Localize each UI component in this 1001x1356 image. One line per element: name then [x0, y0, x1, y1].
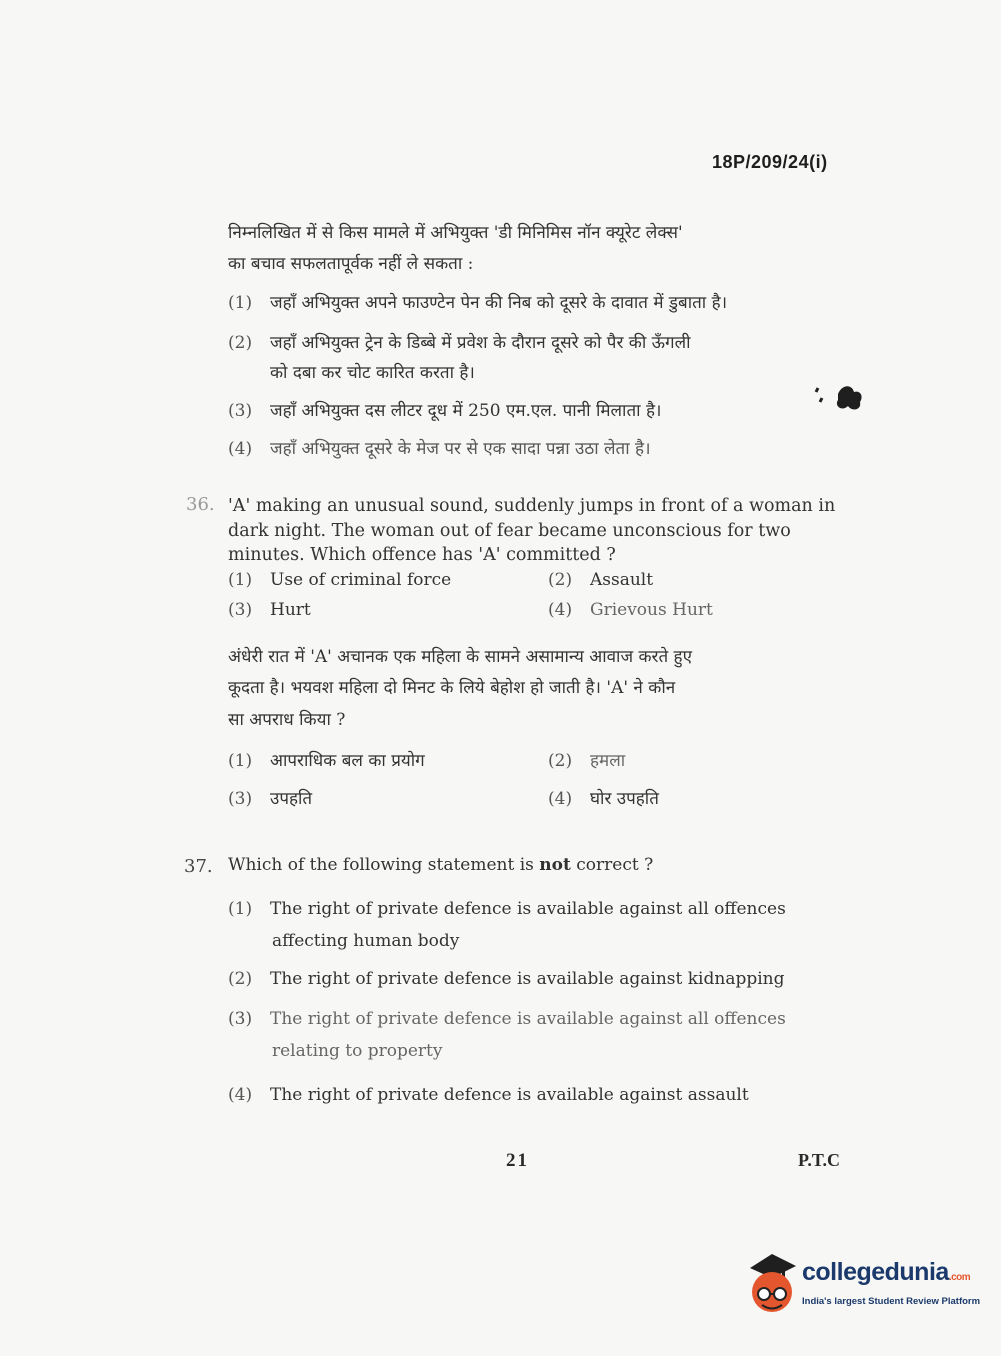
prev-option-1: (1) जहाँ अभियुक्त अपने फाउण्टेन पेन की निब को दूसरे के दावात में डुबाता है। — [228, 293, 728, 313]
collegedunia-logo — [742, 1252, 981, 1316]
q36-hindi-line-2: कूदता है। भयवश महिला दो मिनट के लिये बेहोश हो जाती है। 'A' ने कौन — [228, 678, 676, 699]
prev-option-2: (2) जहाँ अभियुक्त ट्रेन के डिब्बे में प्रवेश के दौरान दूसरे को पैर की ऊँगली — [228, 333, 691, 353]
q37-option-1-cont: affecting human body — [272, 931, 460, 951]
q37-option-4: (4) The right of private defence is available against assault — [228, 1085, 749, 1105]
brand-tagline: India's largest Student Review Platform — [802, 1296, 981, 1307]
paper-code: 18P/209/24(i) — [712, 152, 828, 172]
q36-stem — [228, 494, 868, 568]
prev-option-2-cont: को दबा कर चोट कारित करता है। — [270, 363, 475, 383]
q36-stem-line-3: minutes. Which offence has 'A' committed ? — [228, 545, 616, 565]
q37-option-3-cont: relating to property — [272, 1041, 443, 1061]
q37-option-1: (1) The right of private defence is available against all offences — [228, 899, 786, 919]
mascot-icon — [742, 1252, 800, 1316]
q36-hindi-line-3: सा अपराध किया ? — [228, 709, 346, 730]
q36-hindi-line-1: अंधेरी रात में 'A' अचानक एक महिला के सामने असामान्य आवाज करते हुए — [228, 647, 692, 667]
q36-hindi-option-4: (4) घोर उपहति — [548, 789, 659, 809]
q36-hindi-option-3: (3) उपहति — [228, 789, 313, 809]
q36-hindi-option-1: (1) आपराधिक बल का प्रयोग — [228, 751, 425, 771]
q37-option-2: (2) The right of private defence is available against kidnapping — [228, 969, 785, 989]
q37-stem: Which of the following statement is not correct ? — [228, 855, 654, 875]
please-turn-over-label: P.T.C — [798, 1150, 841, 1170]
ink-blot-mark — [808, 382, 868, 416]
q36-number: 36. — [186, 494, 215, 515]
brand-name: collegedunia.com — [802, 1258, 971, 1286]
q36-stem-line-2: dark night. The woman out of fear became unconscious for two — [228, 520, 791, 541]
brand-dot: .com — [948, 1272, 971, 1283]
q36-option-3: (3) Hurt — [228, 600, 311, 620]
q36-stem-line-1: 'A' making an unusual sound, suddenly jumps in front of a woman in — [228, 496, 836, 516]
q36-hindi-stem — [228, 642, 868, 736]
q36-hindi-option-2: (2) हमला — [548, 751, 626, 771]
q36-option-2: (2) Assault — [548, 570, 654, 590]
q36-option-1: (1) Use of criminal force — [228, 570, 452, 590]
prev-question-stem — [228, 218, 868, 281]
prev-option-3: (3) जहाँ अभियुक्त दस लीटर दूध में 250 एम.एल. पानी मिलाता है। — [228, 401, 662, 421]
q36-option-4: (4) Grievous Hurt — [548, 600, 713, 620]
q37-number: 37. — [184, 856, 213, 877]
prev-stem-line-2: का बचाव सफलतापूर्वक नहीं ले सकता : — [228, 254, 474, 275]
prev-option-4: (4) जहाँ अभियुक्त दूसरे के मेज पर से एक सादा पन्ना उठा लेता है। — [228, 439, 651, 459]
q37-option-3: (3) The right of private defence is available against all offences — [228, 1009, 786, 1029]
page-number: 21 — [506, 1150, 529, 1171]
q37-stem-emphasis: not — [539, 855, 571, 875]
prev-stem-line-1: निम्नलिखित में से किस मामले में अभियुक्त 'डी मिनिमिस नॉन क्यूरेट लेक्स' — [228, 223, 683, 243]
